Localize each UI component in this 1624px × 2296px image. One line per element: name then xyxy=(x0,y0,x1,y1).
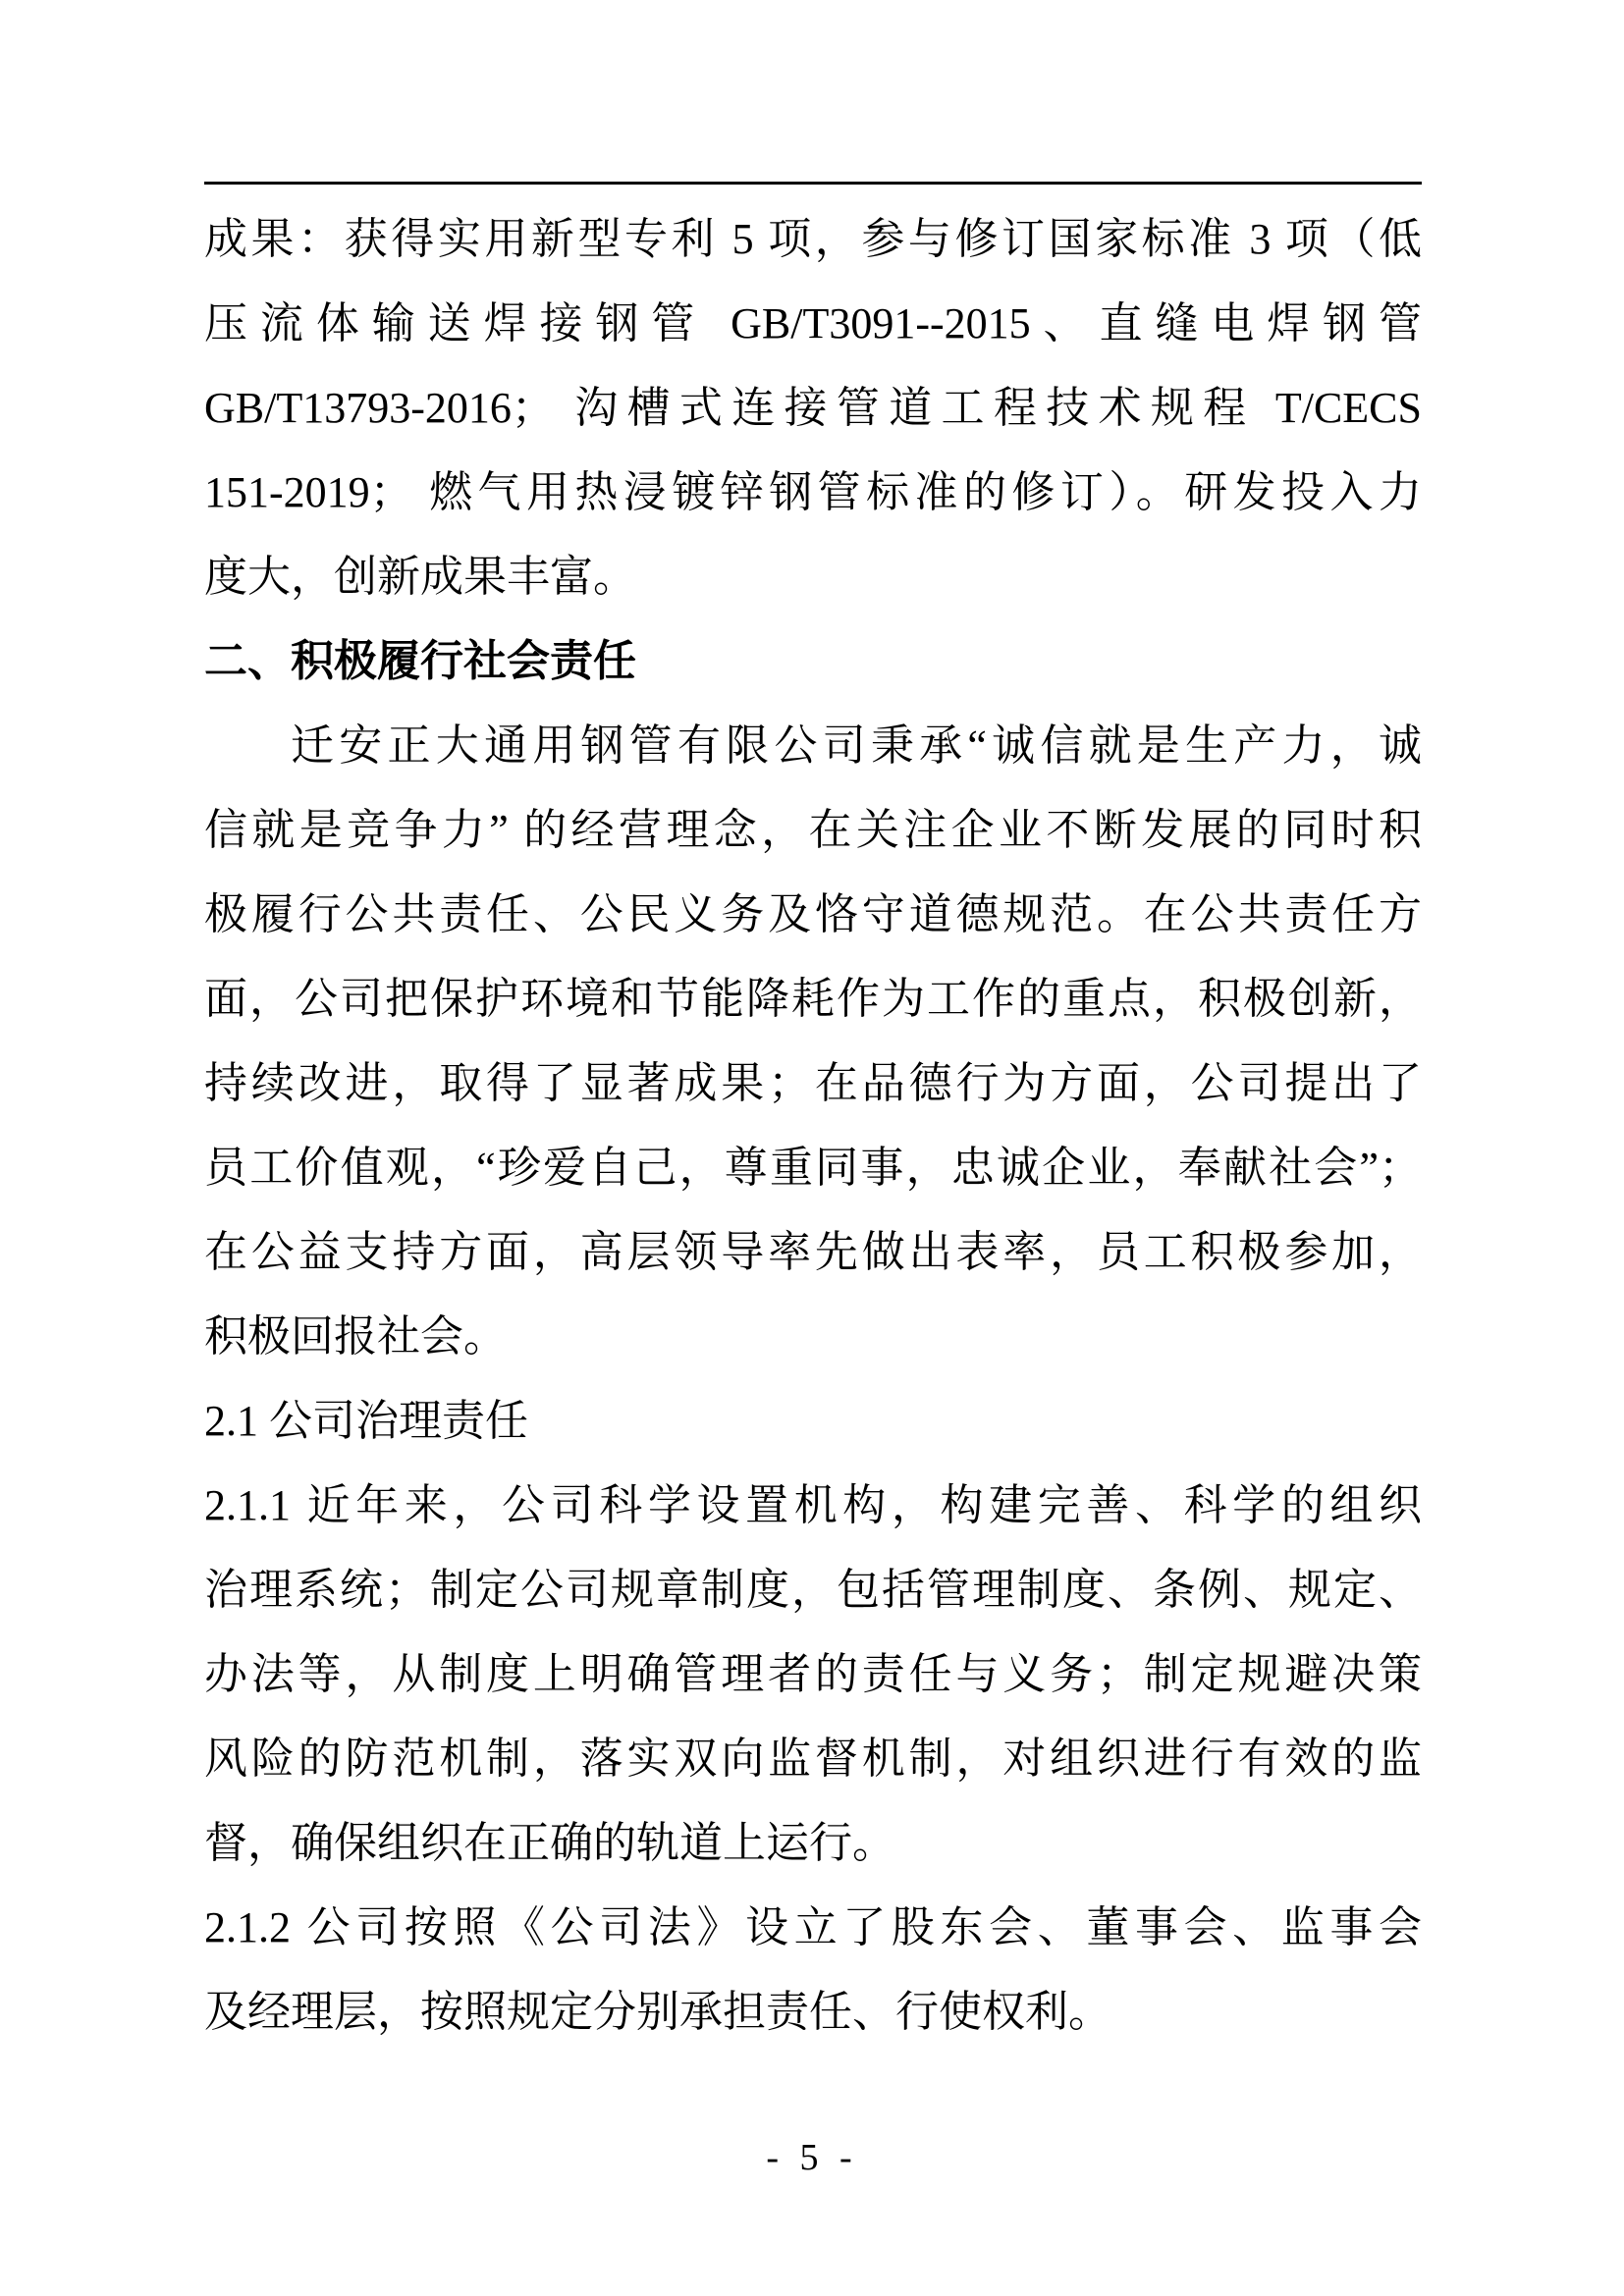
text-line: 持续改进，取得了显著成果；在品德行为方面，公司提出了 xyxy=(204,1059,1422,1107)
text-line: 成果：获得实用新型专利 5 项，参与修订国家标准 3 项（低 xyxy=(204,215,1422,263)
text-line: 办法等，从制度上明确管理者的责任与义务；制定规避决策 xyxy=(204,1650,1422,1698)
header-rule xyxy=(204,182,1422,185)
text-line: 员工价值观，“珍爱自己，尊重同事，忠诚企业，奉献社会”； xyxy=(204,1144,1422,1192)
page-number: - 5 - xyxy=(766,2137,858,2178)
text-line: 2.1.1 近年来，公司科学设置机构，构建完善、科学的组织 xyxy=(204,1481,1422,1529)
text-line: 极履行公共责任、公民义务及恪守道德规范。在公共责任方 xyxy=(204,890,1422,938)
text-line: 迁安正大通用钢管有限公司秉承“诚信就是生产力，诚 xyxy=(291,721,1422,770)
text-line: GB/T13793-2016； 沟槽式连接管道工程技术规程 T/CECS xyxy=(204,384,1422,432)
text-line: 151-2019； 燃气用热浸镀锌钢管标准的修订）。研发投入力 xyxy=(204,468,1422,516)
text-line: 积极回报社会。 xyxy=(204,1312,507,1361)
subsection-heading: 2.1 公司治理责任 xyxy=(204,1397,528,1445)
document-body xyxy=(204,197,1422,2055)
text-line: 风险的防范机制，落实双向监督机制，对组织进行有效的监 xyxy=(204,1735,1422,1783)
text-line: 度大，创新成果丰富。 xyxy=(204,553,636,601)
text-line: 面，公司把保护环境和节能降耗作为工作的重点，积极创新， xyxy=(204,975,1422,1023)
section-heading: 二、积极履行社会责任 xyxy=(204,637,636,685)
text-line: 督，确保组织在正确的轨道上运行。 xyxy=(204,1819,895,1867)
text-line: 2.1.2 公司按照《公司法》设立了股东会、董事会、监事会 xyxy=(204,1903,1422,1951)
text-line: 在公益支持方面，高层领导率先做出表率，员工积极参加， xyxy=(204,1228,1422,1276)
text-line: 及经理层，按照规定分别承担责任、行使权利。 xyxy=(204,1988,1111,2036)
text-line: 压流体输送焊接钢管 GB/T3091--2015、直缝电焊钢管 xyxy=(204,299,1422,347)
text-line: 信就是竞争力” 的经营理念，在关注企业不断发展的同时积 xyxy=(204,806,1422,854)
text-line: 治理系统；制定公司规章制度，包括管理制度、条例、规定、 xyxy=(204,1566,1422,1614)
